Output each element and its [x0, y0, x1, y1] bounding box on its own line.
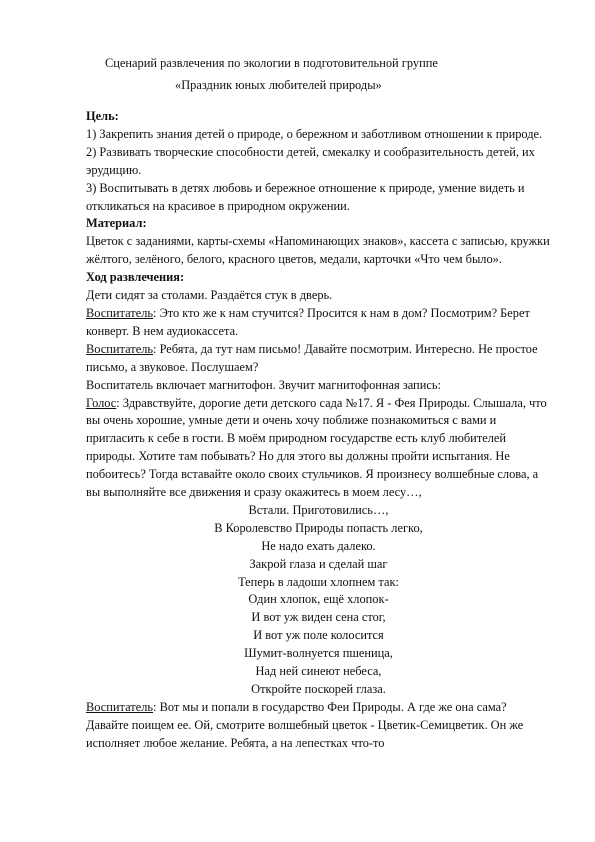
poem-block: [86, 502, 551, 699]
voice-line: : Здравствуйте, дорогие дети детского сада №17. Я - Фея Природы. Слышала, что вы очень хорошие, умные дети и очень хочу поближе познакомиться с вами и пригласить к себе в гости. В моём природном государстве есть клуб любителей природы. Хотите там побывать? Но для этого вы должны пройти испытания. Не побоитесь? Тогда вставайте около своих стульчиков. Я произнесу волшебные слова, а вы выполняйте все движения и сразу окажитесь в моем лесу…,: [86, 395, 547, 500]
poem-line: И вот уж виден сена стог,: [251, 610, 386, 625]
material-heading: Материал:: [86, 216, 147, 231]
speaker-teacher-label: Воспитатель: [86, 305, 154, 320]
document-body: [86, 108, 551, 753]
goal-item-2: 2) Развивать творческие способности детей, смекалку и сообразительность детей, их эрудицию.: [86, 144, 535, 177]
poem-line: И вот уж поле колосится: [253, 628, 384, 643]
teacher-line-1: : Это кто же к нам стучится? Просится к нам в дом? Посмотрим? Берет конверт. В нем аудиокассета.: [86, 305, 530, 338]
narration-text: Воспитатель включает магнитофон. Звучит магнитофонная запись:: [86, 377, 441, 392]
teacher-paragraph-1: [86, 305, 551, 341]
speaker-teacher-label: Воспитатель: [86, 341, 154, 356]
teacher-line-2: : Ребята, да тут нам письмо! Давайте посмотрим. Интересно. Не простое письмо, а звуковое. Послушаем?: [86, 341, 538, 374]
document-title-line2: «Праздник юных любителей природы»: [175, 78, 382, 92]
poem-line: Не надо ехать далеко.: [261, 538, 376, 553]
material-text: Цветок с заданиями, карты-схемы «Напоминающих знаков», кассета с записью, кружки жёлтого, зелёного, белого, красного цветов, медали, карточки «Что чем было».: [86, 234, 550, 267]
course-intro: Дети сидят за столами. Раздаётся стук в дверь.: [86, 288, 333, 303]
poem-line: Откройте поскорей глаза.: [251, 682, 386, 696]
speaker-voice-label: Голос: [86, 395, 117, 410]
poem-line: Один хлопок, ещё хлопок-: [248, 592, 389, 607]
document-title-line1: Сценарий развлечения по экологии в подготовительной группе: [105, 56, 438, 70]
course-heading: Ход развлечения:: [86, 270, 185, 285]
poem-line: Над ней синеют небеса,: [255, 664, 382, 679]
poem-line: Закрой глаза и сделай шаг: [249, 556, 388, 571]
poem-line: Теперь в ладоши хлопнем так:: [238, 574, 399, 589]
teacher-paragraph-2: [86, 341, 551, 377]
teacher-line-3: : Вот мы и попали в государство Феи Природы. А где же она сама? Давайте поищем ее. Ой, смотрите волшебный цветок - Цветик-Семицветик. Он же исполняет любое желание. Ребята, а на лепестках что-то: [86, 699, 524, 750]
goal-item-3: 3) Воспитывать в детях любовь и бережное отношение к природе, умение видеть и откликаться на красивое в природном окружении.: [86, 180, 525, 213]
speaker-teacher-label: Воспитатель: [86, 699, 154, 714]
goal-item-1: 1) Закрепить знания детей о природе, о бережном и заботливом отношении к природе.: [86, 126, 543, 141]
teacher-paragraph-3: [86, 699, 551, 753]
poem-line: Шумит-волнуется пшеница,: [244, 646, 393, 661]
voice-paragraph: [86, 395, 551, 502]
poem-line: Встали. Приготовились…,: [248, 502, 389, 517]
goal-heading: Цель:: [86, 109, 119, 123]
poem-line: В Королевство Природы попасть легко,: [214, 520, 423, 535]
